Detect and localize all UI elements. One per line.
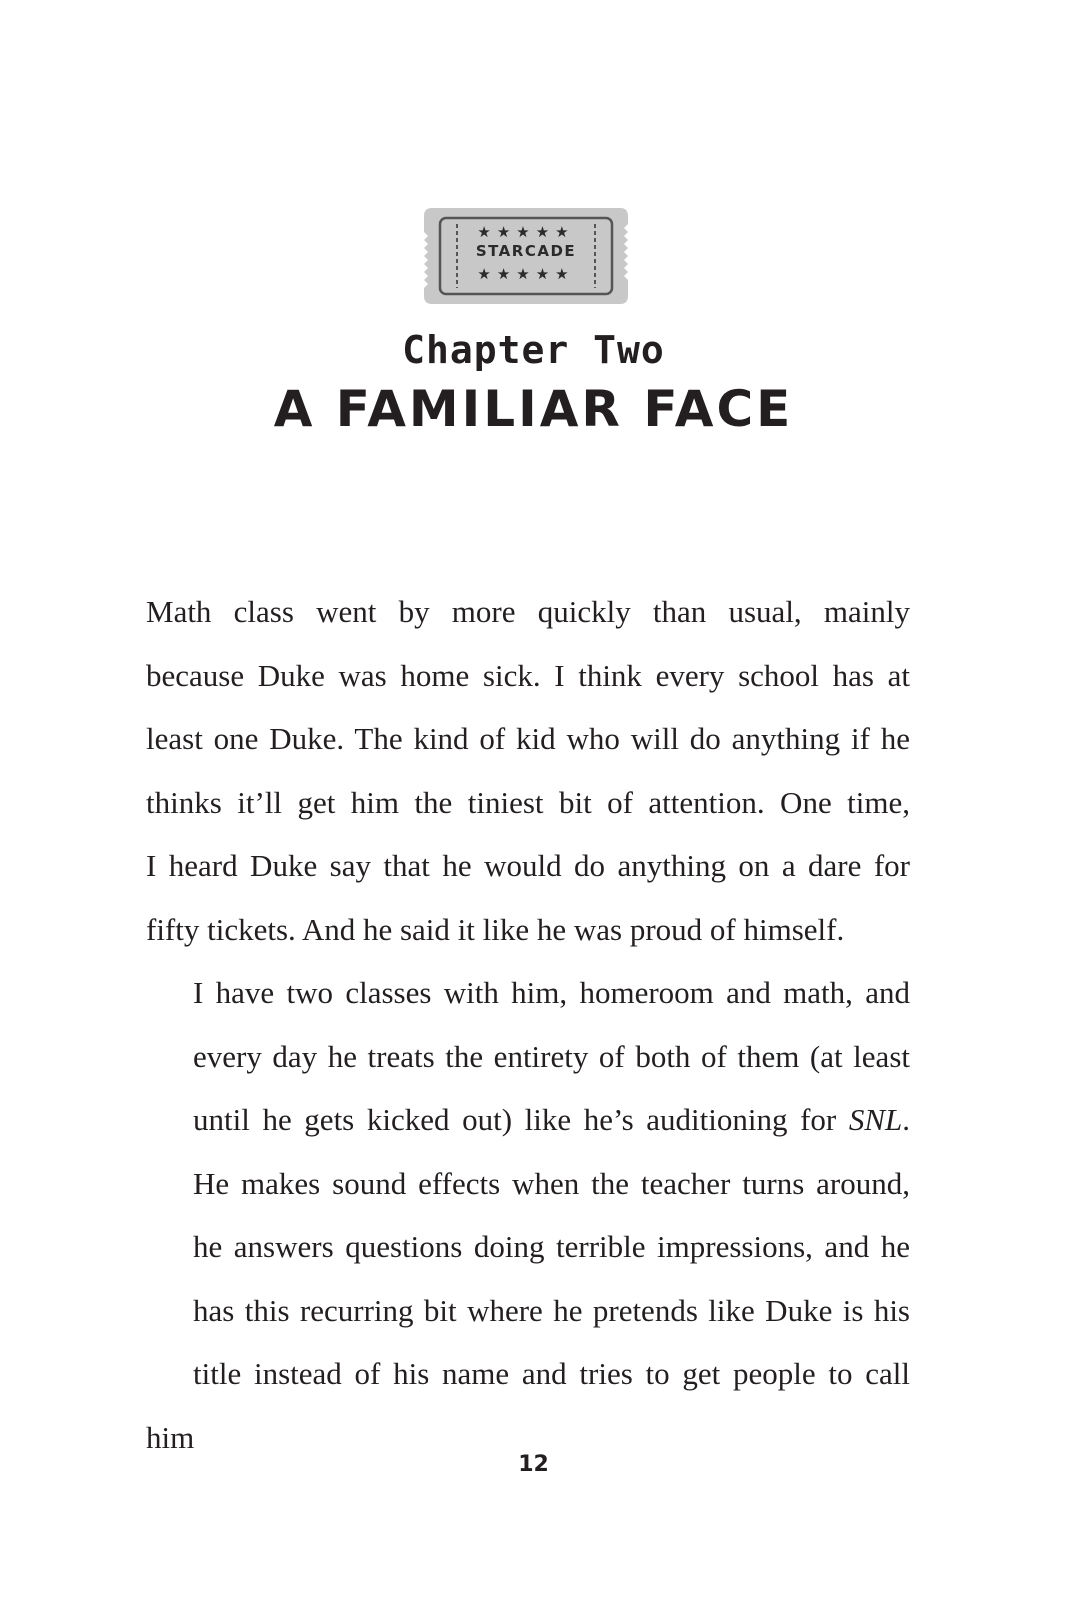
- chapter-number: Chapter Two: [402, 328, 665, 372]
- ticket-stars-bottom: ★★★★★: [477, 265, 575, 283]
- text-line: has this recurring bit where he pretends like Duke is his: [193, 1292, 910, 1328]
- text-line: least one Duke. The kind of kid who will do anything if he: [146, 721, 910, 756]
- text-line: fifty tickets. And he said it like he was proud of himself.: [146, 911, 845, 947]
- italic-title: SNL: [848, 1102, 903, 1137]
- ticket-stars-top: ★★★★★: [477, 223, 575, 241]
- text-line: because Duke was home sick. I think every school has at: [146, 657, 910, 693]
- paragraph-1: [146, 580, 910, 961]
- page-number: 12: [518, 1452, 549, 1477]
- text-line: every day he treats the entirety of both of them (at least: [193, 1038, 910, 1074]
- text-line: thinks it’ll get him the tiniest bit of attention. One time,: [146, 784, 910, 820]
- text-line: I have two classes with him, homeroom and math, and: [193, 975, 910, 1010]
- text-segment: until he gets kicked out) like he’s auditioning for: [193, 1102, 849, 1137]
- chapter-title: A FAMILIAR FACE: [273, 380, 794, 438]
- text-segment: .: [902, 1102, 910, 1137]
- chapter-body: [146, 580, 910, 1469]
- text-line: he answers questions doing terrible impressions, and he: [193, 1229, 910, 1264]
- paragraph-2: [146, 961, 910, 1469]
- ticket-label: STARCADE: [475, 242, 577, 260]
- text-line: Math class went by more quickly than usual, mainly: [146, 594, 910, 629]
- starcade-ticket-logo: [424, 208, 628, 304]
- text-line: [146, 1088, 910, 1152]
- text-line: He makes sound effects when the teacher turns around,: [193, 1165, 910, 1201]
- text-line: title instead of his name and tries to get people to call him: [146, 1356, 910, 1455]
- text-line: I heard Duke say that he would do anything on a dare for: [146, 848, 910, 883]
